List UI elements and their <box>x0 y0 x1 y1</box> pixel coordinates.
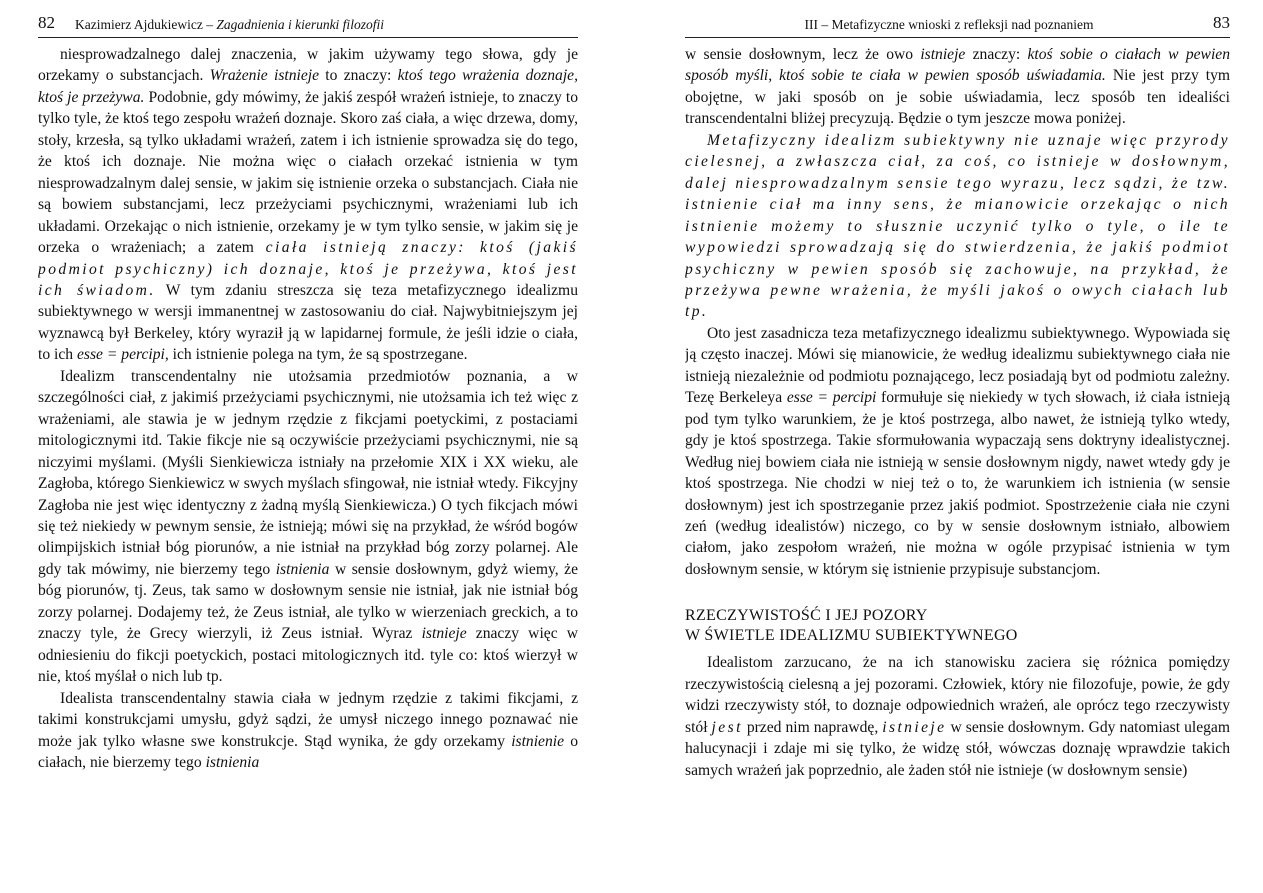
paragraph: Idealizm transcendentalny nie utożsamia przedmiotów poznania, a w szczególności ciał, z jakimiś przeżyciami psychicznymi, nie utożsamia ich też więc z wrażeniami, ale stawia je w jednym rzędzie z fikcjami poetyckimi, z postaciami mitologicznymi itd. Takie fikcje nie są oczywiście przeżyciami psychicznymi, nie są niczyimi myślami. (Myśli Sienkiewicza istniały na przełomie XIX i XX wieku, ale Zagłoba, którego Sienkiewicz w swych myślach sfingował, nie istniał wtedy. Fikcyjny Zagłoba nie jest więc identyczny z żadną myślą Sienkiewicza.) O tych fikcjach mówi się też niekiedy w pewnym sensie, że istnieją; mówi się na przykład, że wśród bogów olimpijskich istniał bóg piorunów, a nie istniał na przykład bóg zorzy polarnej. Ale gdy tak mówimy, nie bierzemy tego istnienia w sensie dosłownym, gdyż wiemy, że bóg piorunów, tj. Zeus, tak samo w dosłownym sensie nie istniał, jak nie istniał bóg zorzy polarnej. Dodajemy też, że Zeus istniał, ale tylko w wierzeniach greckich, a to znaczy tyle, że Grecy wierzyli, iż Zeus istniał. Wyraz istnieje znaczy więc w odniesieniu do fikcji poetyckich, postaci mitologicznych itd. tyle co: ktoś wierzył w nie, ktoś myślał o nich lub tp. <box>38 367 578 686</box>
italic-emphasis: Wrażenie istnieje <box>209 67 320 85</box>
italic-emphasis: istnienie <box>511 732 565 750</box>
paragraph: niesprowadzalnego dalej znaczenia, w jakim używamy tego słowa, gdy je orzekamy o substancjach. Wrażenie istnieje to znaczy: ktoś tego wrażenia doznaje, ktoś je przeżywa. Podobnie, gdy mówimy, że jakiś zespół wrażeń istnieje, to znaczy to tylko tyle, że ktoś tego zespołu wrażeń doznaje. Skoro zaś ciała, a więc drzewa, domy, stoły, krzesła, są tylko układami wrażeń, zatem i ich istnienie sprowadza się do tego, że ktoś ich doznaje. Nie można więc o ciałach orzekać istnienia w tym niesprowadzalnym dalej sensie, w jakim się istnienie orzeka o substancjach. Ciała nie są bowiem substancjami, lecz przeżyciami psychicznymi, wrażeniami lub ich układami. Orzekając o nich istnienie, orzekamy je w tym tylko sensie, w jakim się je orzeka o wrażeniach; a zatem ciała istnieją znaczy: ktoś (jakiś podmiot psychiczny) ich doznaje, ktoś je przeżywa, ktoś jest ich świadom. W tym zdaniu streszcza się teza metafizycznego idealizmu subiektywnego w wersji immanentnej w zastosowaniu do ciał. Najwybitniejszym jej wyznawcą był Berkeley, który wyraził ją w lapidarnej formule, że jeśli idzie o ciała, to ich esse = percipi, ich istnienie polega na tym, że są spostrzegane. <box>38 46 578 364</box>
section-heading-line: RZECZYWISTOŚĆ I JEJ POZORY <box>685 607 928 625</box>
section-heading <box>685 606 1230 646</box>
left-page-header <box>38 6 578 38</box>
spaced-italic-emphasis: istnieje <box>882 718 947 736</box>
italic-emphasis: istnieje <box>920 46 966 63</box>
spaced-italic-emphasis: jest <box>711 718 743 736</box>
italic-emphasis: esse = percipi <box>786 389 877 407</box>
italic-emphasis: ktoś sobie o ciałach w pewien sposób myśli, ktoś sobie te ciała w pewien sposób uświadamia. <box>685 46 1230 85</box>
paragraph: Idealistom zarzucano, że na ich stanowisku zaciera się różnica pomiędzy rzeczywistością cielesną a jej pozorami. Człowiek, który nie filozofuje, powie, że gdy widzi rzeczywisty stół, to doznaje odpowiednich wrażeń, ale oprócz tego rzeczywisty stół jest przed nim naprawdę, istnieje w sensie dosłownym. Gdy natomiast ulegam halucynacji i zdaje mi się tylko, że widzę stół, wówczas doznaję wprawdzie takich samych wrażeń jak poprzednio, ale żaden stół nie istnieje (w dosłownym sensie) <box>685 654 1230 779</box>
spaced-italic-emphasis: ciała istnieją znaczy: ktoś (jakiś podmiot psychiczny) ich doznaje, ktoś je przeżywa, ktoś jest ich świadom. <box>38 239 578 299</box>
spaced-italic-emphasis: Metafizyczny idealizm subiektywny nie uznaje więc przyrody cielesnej, a zwłaszcza ciał, za coś, co istnieje w dosłownym, dalej niesprowadzalnym sensie tego wyrazu, lecz sądzi, że tzw. istnienie ciał ma inny sens, że mianowicie orzekając o nich istnienie możemy to słusznie uczynić tylko o tyle, o ile te wypowiedzi sprowadzają się do stwierdzenia, że jakiś podmiot psychiczny w pewien sposób się zachowuje, na przykład, że przeżywa pewne wrażenia, że myśli jakoś o owych ciałach lub tp. <box>685 131 1230 321</box>
italic-emphasis: istnienia <box>205 753 260 771</box>
paragraph: w sensie dosłownym, lecz że owo istnieje znaczy: ktoś sobie o ciałach w pewien sposób myśli, ktoś sobie te ciała w pewien sposób uświadamia. Nie jest przy tym obojętne, w jaki sposób on je sobie uświadamia, lecz sposób ten idealiści transcendentalni bliżej precyzują. Będzie o tym jeszcze mowa poniżej. <box>685 46 1230 128</box>
right-running-head: III – Metafizyczne wnioski z refleksji nad poznaniem <box>804 17 1094 32</box>
left-page-number: 82 <box>38 13 55 32</box>
paragraph: Idealista transcendentalny stawia ciała w jednym rzędzie z takimi fikcjami, z takimi konstrukcjami umysłu, gdyż sądzi, że umysł niczego innego poznawać nie może jak tylko własne swe konstrukcje. Stąd wynika, że gdy orzekamy istnienie o ciałach, nie bierzemy tego istnienia <box>38 689 578 771</box>
running-head-author: Kazimierz Ajdukiewicz – <box>75 17 217 32</box>
italic-emphasis: istnieje <box>421 625 467 643</box>
paragraph: Oto jest zasadnicza teza metafizycznego idealizmu subiektywnego. Wypowiada się ją często inaczej. Mówi się mianowicie, że według idealizmu subiektywnego ciała nie istnieją niezależnie od podmiotu poznającego, lecz posiadają byt od podmiotu zależny. Tezę Berkeleya esse = percipi formułuje się niekiedy w tych słowach, iż ciała istnieją pod tym tylko warunkiem, że je ktoś postrzega, albo nawet, że istnieją tylko wtedy, gdy je ktoś spostrzega. Takie sformułowania wypaczają sens doktryny idealistycznej. Według niej bowiem ciała nie istnieją w sensie dosłownym nigdy, nawet wtedy gdy je ktoś spostrzega. Nie chodzi w niej też o to, że warunkiem ich istnienia (w sensie dosłownym) jest ich spostrzeganie przez jakiś podmiot. Spostrzeżenie ciała nie czyni zeń (według idealistów) niczego, co by w sensie dosłownym istniało, albowiem ciałom, jako zespołom wrażeń, nie można w ogóle przypisać istnienia w tym dosłownym sensie, w którym się istnienie przypisuje substancjom. <box>685 324 1230 578</box>
right-page-header <box>685 6 1230 38</box>
right-page <box>685 0 1230 893</box>
italic-emphasis: istnienia <box>275 560 330 578</box>
paragraph <box>685 130 1230 323</box>
italic-emphasis: ktoś tego wrażenia doznaje, ktoś je przeżywa. <box>38 67 578 106</box>
right-page-number: 83 <box>1213 13 1230 32</box>
italic-emphasis: esse = percipi, <box>76 346 169 364</box>
right-page-body <box>685 44 1230 781</box>
running-head-book-title: Zagadnienia i kierunki filozofii <box>216 17 384 32</box>
section-heading-line: W ŚWIETLE IDEALIZMU SUBIEKTYWNEGO <box>685 627 1018 645</box>
left-page <box>38 0 578 893</box>
left-page-body <box>38 44 578 773</box>
left-running-head <box>55 17 578 33</box>
